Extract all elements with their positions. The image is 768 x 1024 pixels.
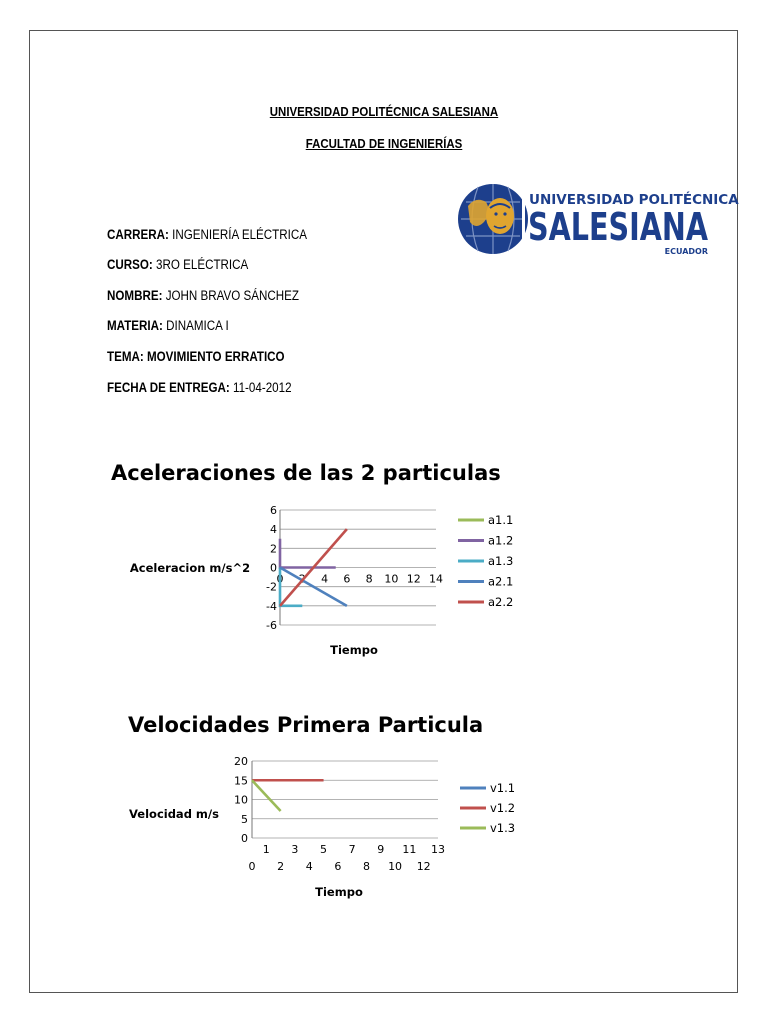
fecha-value: 11-04-2012 — [229, 380, 292, 395]
carrera-value: INGENIERÍA ELÉCTRICA — [168, 227, 307, 242]
logo-text-country: ECUADOR — [664, 247, 708, 256]
chart2-xtick-label-odd: 11 — [402, 843, 417, 856]
chart2-ytick-label: 10 — [234, 793, 248, 807]
chart2-xtick-label-even: 4 — [305, 860, 313, 873]
chart1-xtick-label: 0 — [276, 572, 284, 586]
chart2-xtick-label-odd: 3 — [291, 843, 299, 856]
chart1-legend-label: a1.2 — [488, 533, 514, 548]
chart2-series-v1.3 — [252, 780, 281, 811]
chart1-xtick-label: 8 — [365, 572, 373, 586]
chart2-xtick-label-even: 2 — [277, 860, 285, 873]
chart1-legend-label: a1.1 — [488, 513, 514, 527]
tema-label: TEMA: MOVIMIENTO ERRATICO — [107, 349, 285, 364]
chart1-ytick-label: 2 — [270, 542, 277, 556]
chart1-ytick-label: 6 — [270, 504, 277, 517]
chart2-ytick-label: 0 — [241, 832, 248, 845]
curso-value: 3RO ELÉCTRICA — [152, 257, 249, 272]
chart2-xtick-label-odd: 9 — [377, 843, 385, 856]
chart2-xtick-label-odd: 13 — [431, 843, 445, 856]
chart2-legend-label: v1.2 — [490, 801, 516, 815]
chart1-xlabel: Tiempo — [330, 643, 378, 657]
chart2-legend-label: v1.3 — [490, 821, 516, 835]
chart2-xtick-label-odd: 1 — [262, 843, 270, 856]
chart1-title: Aceleraciones de las 2 particulas — [111, 461, 501, 485]
nombre-label: NOMBRE: — [107, 288, 163, 303]
materia-label: MATERIA: — [107, 318, 163, 333]
chart1-ytick-label: -2 — [266, 580, 277, 594]
chart1-ytick-label: -6 — [266, 619, 277, 632]
chart2-xtick-label-even: 10 — [388, 860, 403, 873]
chart1-xtick-label: 12 — [406, 572, 421, 586]
chart1-legend-label: a1.3 — [488, 554, 514, 568]
nombre-value: JOHN BRAVO SÁNCHEZ — [162, 288, 300, 303]
logo-text-main: SALESIANA — [528, 205, 709, 249]
chart1-xtick-label: 4 — [321, 572, 329, 586]
chart2-xtick-label-even: 8 — [362, 860, 370, 873]
chart1-xtick-label: 14 — [429, 572, 443, 586]
chart2-xtick-label-even: 12 — [416, 860, 431, 873]
chart1-xtick-label: 2 — [298, 572, 306, 586]
curso-label: CURSO: — [107, 257, 153, 272]
chart2-xlabel: Tiempo — [315, 885, 363, 899]
chart2-ytick-label: 15 — [234, 774, 248, 788]
chart2-ylabel: Velocidad m/s — [129, 807, 219, 821]
chart1-ytick-label: 0 — [270, 561, 277, 575]
faculty-heading: FACULTAD DE INGENIERÍAS — [305, 136, 463, 151]
chart1-xtick-label: 10 — [384, 572, 399, 586]
university-heading: UNIVERSIDAD POLITÉCNICA SALESIANA — [269, 104, 499, 119]
chart2-ytick-label: 20 — [234, 755, 248, 768]
chart2-xtick-label-odd: 5 — [320, 843, 328, 856]
chart1-xtick-label: 6 — [343, 572, 351, 586]
chart2-title: Velocidades Primera Particula — [128, 713, 484, 737]
chart1-legend-label: a2.1 — [488, 574, 514, 589]
chart2-xtick-label-even: 6 — [334, 860, 342, 873]
chart2-xtick-label-even: 0 — [248, 860, 256, 873]
chart1-ytick-label: 4 — [270, 523, 277, 537]
fecha-label: FECHA DE ENTREGA: — [107, 380, 230, 395]
chart2-ytick-label: 5 — [241, 812, 248, 826]
logo-text-top: UNIVERSIDAD POLITÉCNICA — [529, 192, 739, 208]
chart1-ylabel: Aceleracion m/s^2 — [129, 561, 251, 575]
carrera-label: CARRERA: — [107, 227, 169, 242]
chart2-legend-label: v1.1 — [490, 781, 516, 795]
materia-value: DINAMICA I — [162, 318, 229, 333]
chart1-legend-label: a2.2 — [488, 595, 514, 609]
chart2-xtick-label-odd: 7 — [348, 843, 356, 856]
chart1-ytick-label: -4 — [266, 599, 277, 613]
